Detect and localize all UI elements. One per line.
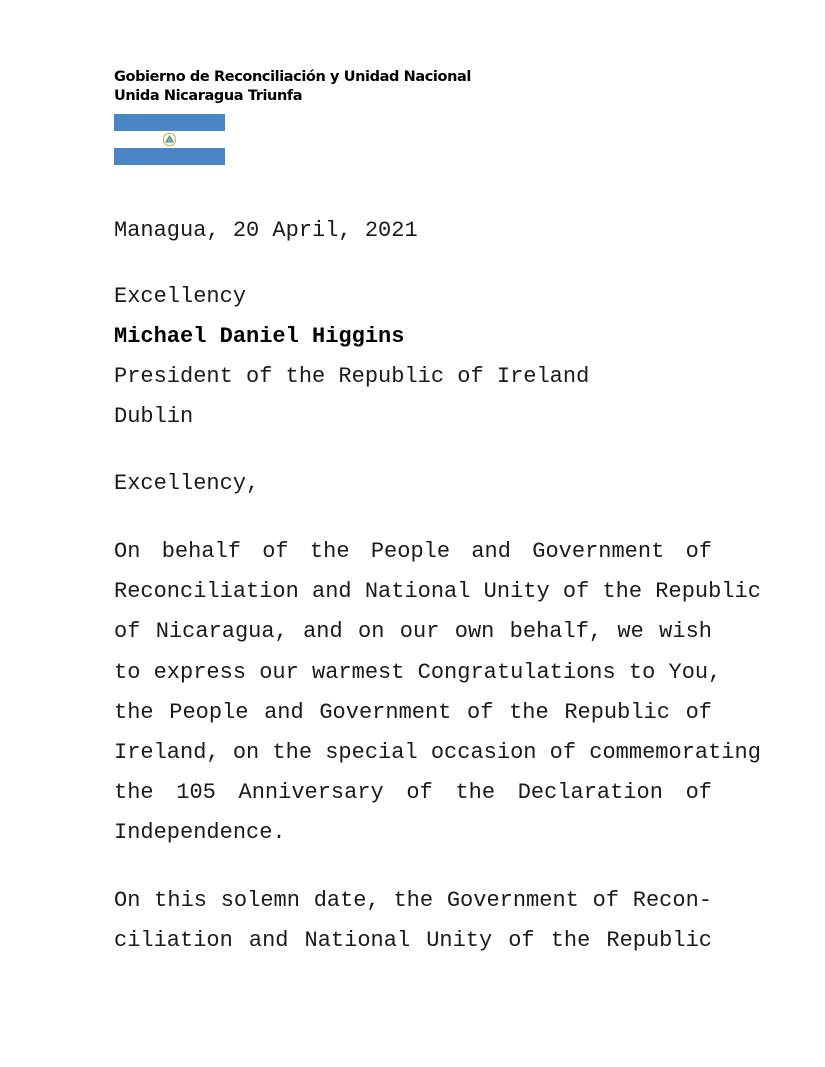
- paragraph-line: the 105 Anniversary of the Declaration of: [114, 780, 712, 806]
- paragraph-line: Independence.: [114, 820, 286, 846]
- paragraph-line: On this solemn date, the Government of Recon-: [114, 888, 712, 913]
- nicaragua-flag-icon: [114, 114, 225, 165]
- recipient-title: President of the Republic of Ireland: [114, 364, 590, 389]
- paragraph-line: Reconciliation and National Unity of the Republic: [114, 579, 761, 605]
- letterhead-motto: Unida Nicaragua Triunfa: [114, 88, 303, 104]
- paragraph-2: [114, 881, 712, 961]
- greeting: Excellency,: [114, 471, 260, 496]
- salutation-top: Excellency: [114, 284, 247, 309]
- paragraph-line: On behalf of the People and Government of: [114, 539, 712, 564]
- letterhead: [114, 68, 471, 106]
- paragraph-line: ciliation and National Unity of the Republic: [114, 928, 712, 954]
- paragraph-line: Ireland, on the special occasion of commemorating: [114, 739, 761, 765]
- paragraph-line: of Nicaragua, and on our own behalf, we wish: [114, 619, 712, 645]
- place-and-date: Managua, 20 April, 2021: [114, 218, 418, 243]
- letterhead-government-name: Gobierno de Reconciliación y Unidad Nacional: [114, 69, 471, 85]
- recipient-city: Dublin: [114, 404, 194, 429]
- recipient-name: Michael Daniel Higgins: [114, 324, 405, 349]
- paragraph-1: [114, 532, 761, 854]
- paragraph-line: to express our warmest Congratulations to You,: [114, 659, 722, 685]
- paragraph-line: the People and Government of the Republic of: [114, 699, 712, 725]
